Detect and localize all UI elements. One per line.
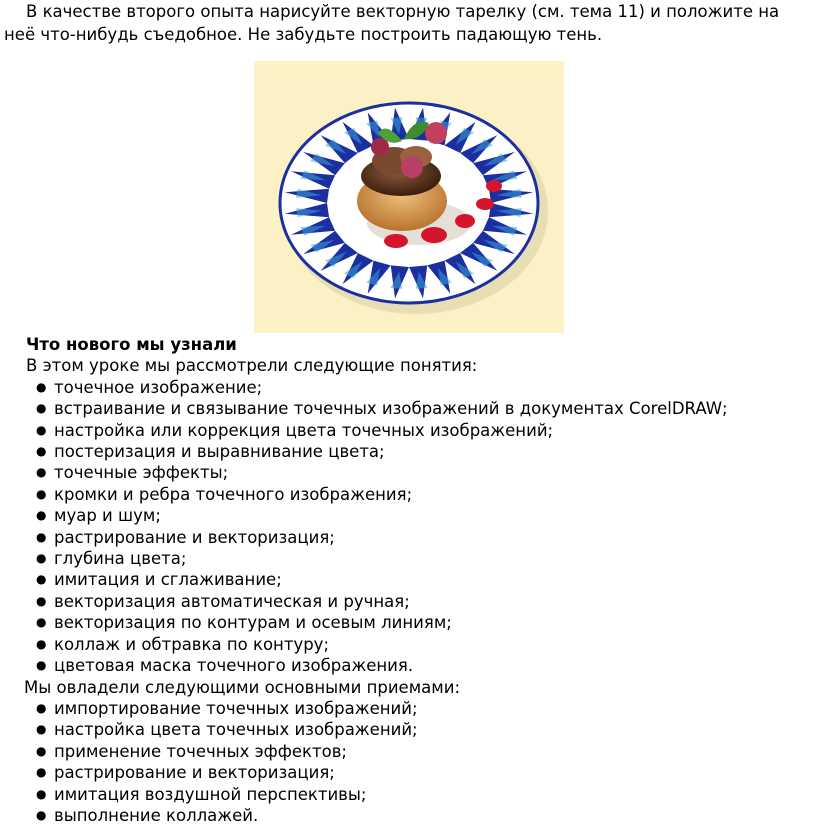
summary-section	[26, 334, 806, 826]
list-item-text: точечное изображение;	[54, 377, 263, 397]
bullet-icon: ●	[36, 508, 47, 523]
list-item-text: векторизация автоматическая и ручная;	[54, 591, 410, 611]
list-item	[26, 462, 806, 483]
plate-illustration	[254, 61, 564, 333]
list-item	[26, 441, 806, 462]
sauce-drop	[421, 227, 447, 243]
list-item	[26, 484, 806, 505]
list-item-text: кромки и ребра точечного изображения;	[54, 484, 413, 504]
bullet-icon: ●	[36, 401, 47, 416]
list-item	[26, 591, 806, 612]
list-item-text: растрирование и векторизация;	[54, 527, 335, 547]
plate-with-dessert-image	[254, 61, 564, 333]
bullet-icon: ●	[36, 786, 47, 801]
bullet-icon: ●	[36, 700, 47, 715]
bullet-icon: ●	[36, 636, 47, 651]
list-item	[26, 398, 806, 419]
list-item-text: импортирование точечных изображений;	[54, 698, 418, 718]
raspberry	[425, 122, 447, 144]
bullet-icon: ●	[36, 422, 47, 437]
bullet-icon: ●	[36, 807, 47, 822]
list-item	[26, 377, 806, 398]
list-item-text: применение точечных эффектов;	[54, 741, 347, 761]
concepts-list	[26, 377, 806, 677]
techniques-list	[26, 698, 806, 826]
list-item	[26, 805, 806, 826]
list-item-text: коллаж и обтравка по контуру;	[54, 634, 330, 654]
list-item	[26, 505, 806, 526]
intro-paragraph: В качестве второго опыта нарисуйте векторную тарелку (см. тема 11) и положите на неё что-нибудь съедобное. Не забудьте построить падающую тень.	[4, 2, 780, 44]
raspberry	[401, 156, 423, 178]
list-item	[26, 784, 806, 805]
sauce-drop	[486, 180, 502, 192]
sauce-drop	[455, 214, 475, 228]
bullet-icon: ●	[36, 722, 47, 737]
list-item-text: векторизация по контурам и осевым линиям;	[54, 613, 452, 633]
bullet-icon: ●	[36, 572, 47, 587]
bullet-icon: ●	[36, 658, 47, 673]
list-item	[26, 527, 806, 548]
list-item-text: имитация воздушной перспективы;	[54, 784, 367, 804]
concepts-intro: В этом уроке мы рассмотрели следующие понятия:	[26, 356, 478, 376]
list-item-text: растрирование и векторизация;	[54, 763, 335, 783]
list-item-text: муар и шум;	[54, 506, 161, 526]
list-item	[26, 698, 806, 719]
sauce-drop	[476, 198, 494, 210]
list-item-text: имитация и сглаживание;	[54, 570, 282, 590]
bullet-icon: ●	[36, 529, 47, 544]
list-item	[26, 719, 806, 740]
list-item	[26, 655, 806, 676]
list-item	[26, 634, 806, 655]
list-item	[26, 612, 806, 633]
list-item-text: встраивание и связывание точечных изображений в документах CorelDRAW;	[54, 399, 728, 419]
bullet-icon: ●	[36, 765, 47, 780]
list-item-text: глубина цвета;	[54, 549, 187, 569]
bullet-icon: ●	[36, 615, 47, 630]
bullet-icon: ●	[36, 486, 47, 501]
list-item-text: выполнение коллажей.	[54, 805, 259, 825]
bullet-icon: ●	[36, 551, 47, 566]
bullet-icon: ●	[36, 444, 47, 459]
bullet-icon: ●	[36, 743, 47, 758]
list-item	[26, 741, 806, 762]
list-item	[26, 762, 806, 783]
list-item-text: постеризация и выравнивание цвета;	[54, 442, 385, 462]
list-item	[26, 548, 806, 569]
list-item-text: точечные эффекты;	[54, 463, 229, 483]
list-item	[26, 420, 806, 441]
list-item-text: настройка или коррекция цвета точечных изображений;	[54, 420, 554, 440]
bullet-icon: ●	[36, 593, 47, 608]
bullet-icon: ●	[36, 465, 47, 480]
list-item	[26, 569, 806, 590]
sauce-drop	[384, 234, 408, 248]
techniques-intro: Мы овладели следующими основными приемами:	[24, 677, 461, 697]
bullet-icon: ●	[36, 379, 47, 394]
summary-heading: Что нового мы узнали	[26, 335, 237, 354]
list-item-text: настройка цвета точечных изображений;	[54, 720, 418, 740]
list-item-text: цветовая маска точечного изображения.	[54, 656, 414, 676]
